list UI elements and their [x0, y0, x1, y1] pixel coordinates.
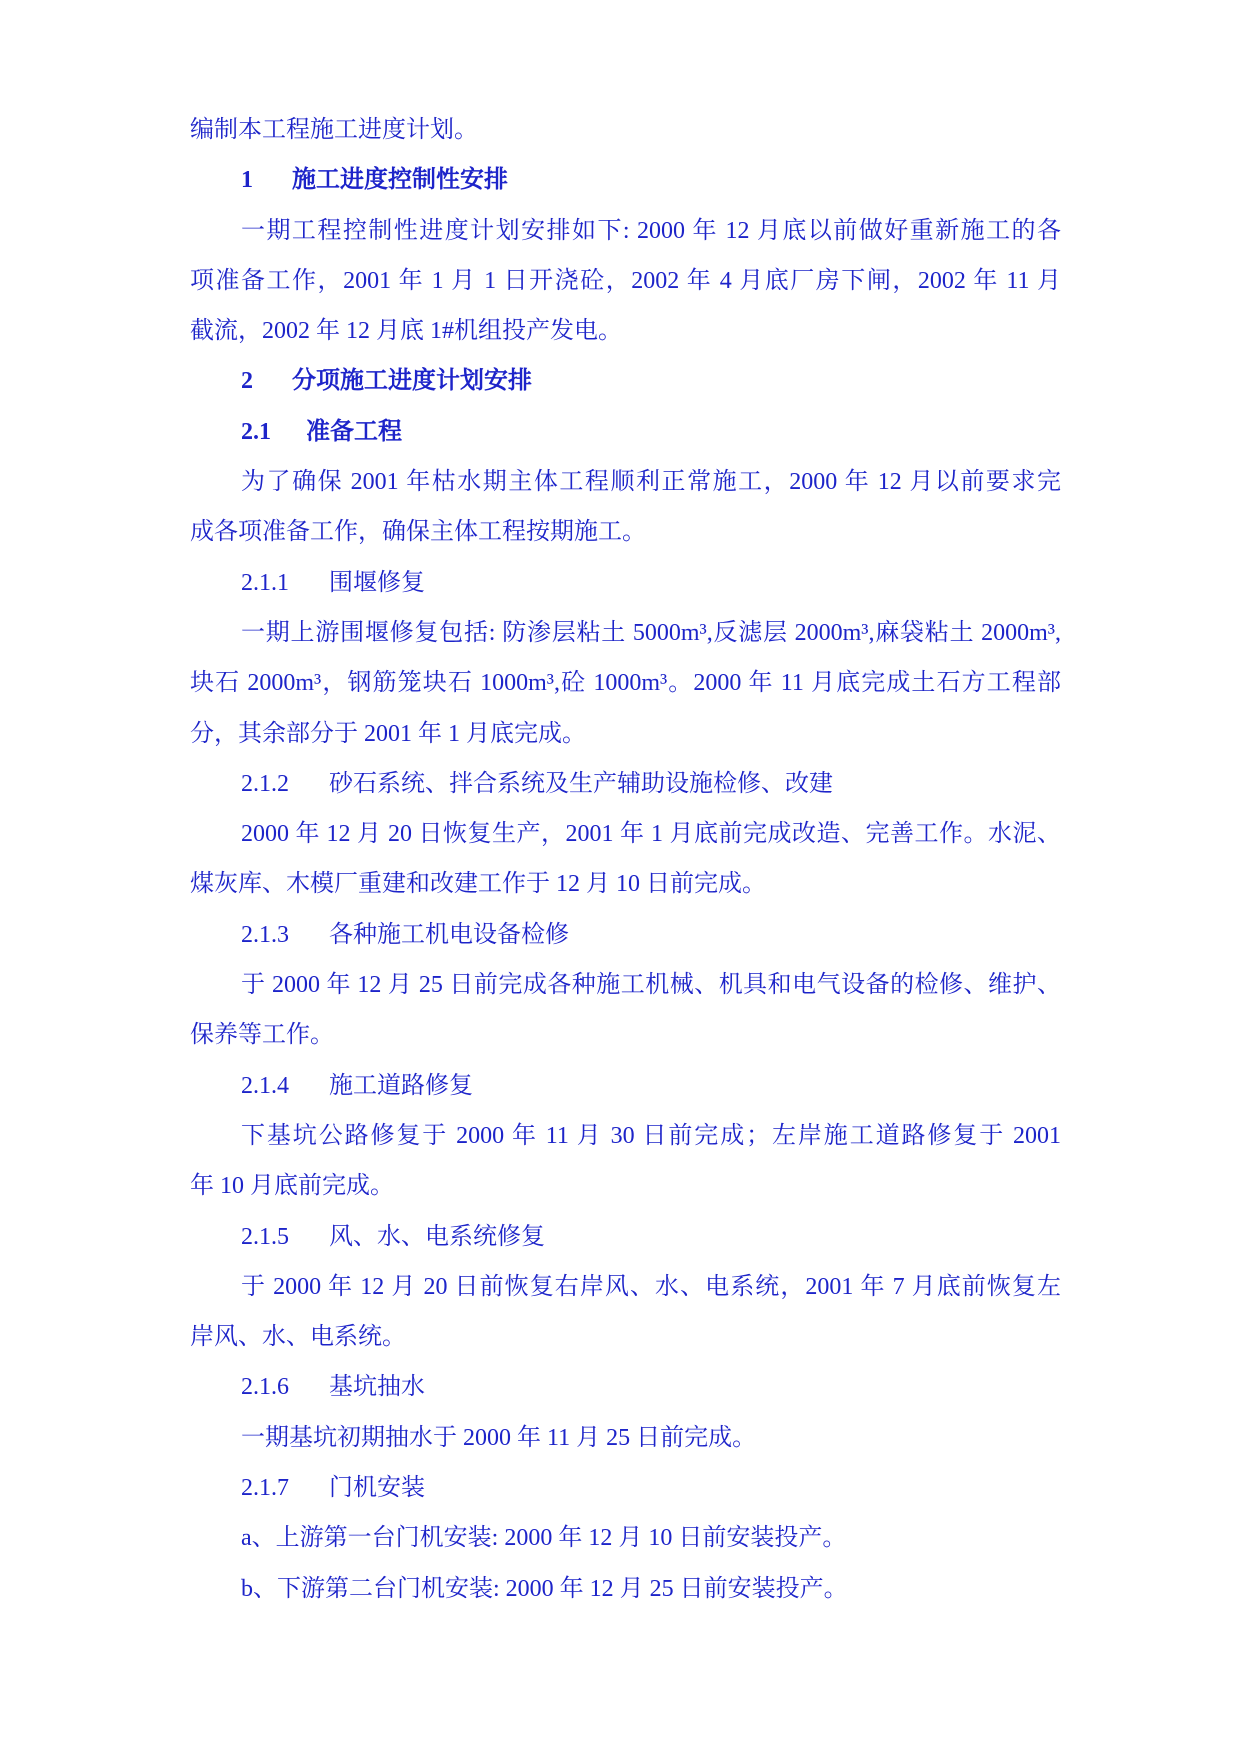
- subsection-heading: [190, 407, 1061, 457]
- paragraph-line: 于 2000 年 12 月 20 日前恢复右岸风、水、电系统，2001 年 7 月底前恢复左: [241, 1273, 1061, 1300]
- paragraph-line: 分，其余部分于 2001 年 1 月底完成。: [190, 720, 586, 747]
- paragraph: [190, 105, 1061, 155]
- item-number: 2.1.4: [241, 1072, 289, 1099]
- paragraph: [190, 809, 1061, 910]
- paragraph: [190, 1111, 1061, 1212]
- paragraph-line: 年 10 月底前完成。: [190, 1173, 394, 1200]
- paragraph-line: 岸风、水、电系统。: [190, 1324, 406, 1351]
- item-heading: [190, 1061, 1061, 1111]
- paragraph: [190, 608, 1061, 759]
- section-number: 1: [241, 167, 253, 194]
- paragraph: [190, 457, 1061, 558]
- item-title: 风、水、电系统修复: [329, 1223, 545, 1250]
- paragraph: [190, 1413, 1061, 1463]
- item-number: 2.1.7: [241, 1475, 289, 1502]
- item-title: 砂石系统、拌合系统及生产辅助设施检修、改建: [329, 770, 833, 797]
- item-title: 基坑抽水: [329, 1374, 425, 1401]
- paragraph-line: 成各项准备工作，确保主体工程按期施工。: [190, 519, 646, 546]
- paragraph-line: 下基坑公路修复于 2000 年 11 月 30 日前完成；左岸施工道路修复于 2001: [241, 1122, 1061, 1149]
- item-heading: [190, 759, 1061, 809]
- paragraph-line: 于 2000 年 12 月 25 日前完成各种施工机械、机具和电气设备的检修、维护、: [241, 972, 1061, 999]
- document-body: [190, 105, 1061, 1614]
- item-title: 各种施工机电设备检修: [329, 921, 569, 948]
- paragraph-line: 项准备工作，2001 年 1 月 1 日开浇砼，2002 年 4 月底厂房下闸，2002 年 11 月: [190, 267, 1061, 294]
- paragraph-line: b、下游第二台门机安装: 2000 年 12 月 25 日前安装投产。: [241, 1575, 848, 1602]
- section-heading: [190, 356, 1061, 406]
- paragraph-line: 一期上游围堰修复包括: 防渗层粘土 5000m³,反滤层 2000m³,麻袋粘土 2000m³,: [241, 619, 1061, 646]
- paragraph: [190, 206, 1061, 357]
- paragraph-line: a、上游第一台门机安装: 2000 年 12 月 10 日前安装投产。: [241, 1525, 847, 1552]
- item-heading: [190, 1463, 1061, 1513]
- paragraph: [190, 1262, 1061, 1363]
- paragraph-line: 编制本工程施工进度计划。: [190, 117, 478, 143]
- item-heading: [190, 1362, 1061, 1412]
- subsection-title: 准备工程: [306, 418, 402, 445]
- section-number: 2: [241, 368, 253, 395]
- item-heading: [190, 910, 1061, 960]
- paragraph-line: 块石 2000m³，钢筋笼块石 1000m³,砼 1000m³。2000 年 11 月底完成土石方工程部: [190, 670, 1061, 697]
- paragraph: [190, 1513, 1061, 1563]
- section-title: 分项施工进度计划安排: [292, 368, 532, 395]
- paragraph: [190, 1564, 1061, 1614]
- item-number: 2.1.5: [241, 1223, 289, 1250]
- section-title: 施工进度控制性安排: [292, 167, 508, 194]
- item-heading: [190, 558, 1061, 608]
- item-number: 2.1.2: [241, 770, 289, 797]
- paragraph-line: 一期工程控制性进度计划安排如下: 2000 年 12 月底以前做好重新施工的各: [241, 217, 1061, 244]
- paragraph-line: 为了确保 2001 年枯水期主体工程顺利正常施工，2000 年 12 月以前要求完: [241, 469, 1061, 496]
- paragraph-line: 截流，2002 年 12 月底 1#机组投产发电。: [190, 318, 622, 345]
- subsection-number: 2.1: [241, 418, 271, 445]
- item-number: 2.1.1: [241, 569, 289, 596]
- paragraph-line: 保养等工作。: [190, 1022, 334, 1049]
- paragraph-line: 2000 年 12 月 20 日恢复生产，2001 年 1 月底前完成改造、完善工作。水泥、: [241, 821, 1061, 848]
- item-title: 门机安装: [329, 1475, 425, 1502]
- section-heading: [190, 155, 1061, 205]
- paragraph-line: 煤灰库、木模厂重建和改建工作于 12 月 10 日前完成。: [190, 871, 766, 898]
- paragraph-line: 一期基坑初期抽水于 2000 年 11 月 25 日前完成。: [241, 1424, 757, 1451]
- paragraph: [190, 960, 1061, 1061]
- item-number: 2.1.6: [241, 1374, 289, 1401]
- item-number: 2.1.3: [241, 921, 289, 948]
- item-title: 施工道路修复: [329, 1072, 473, 1099]
- item-heading: [190, 1212, 1061, 1262]
- item-title: 围堰修复: [329, 569, 425, 596]
